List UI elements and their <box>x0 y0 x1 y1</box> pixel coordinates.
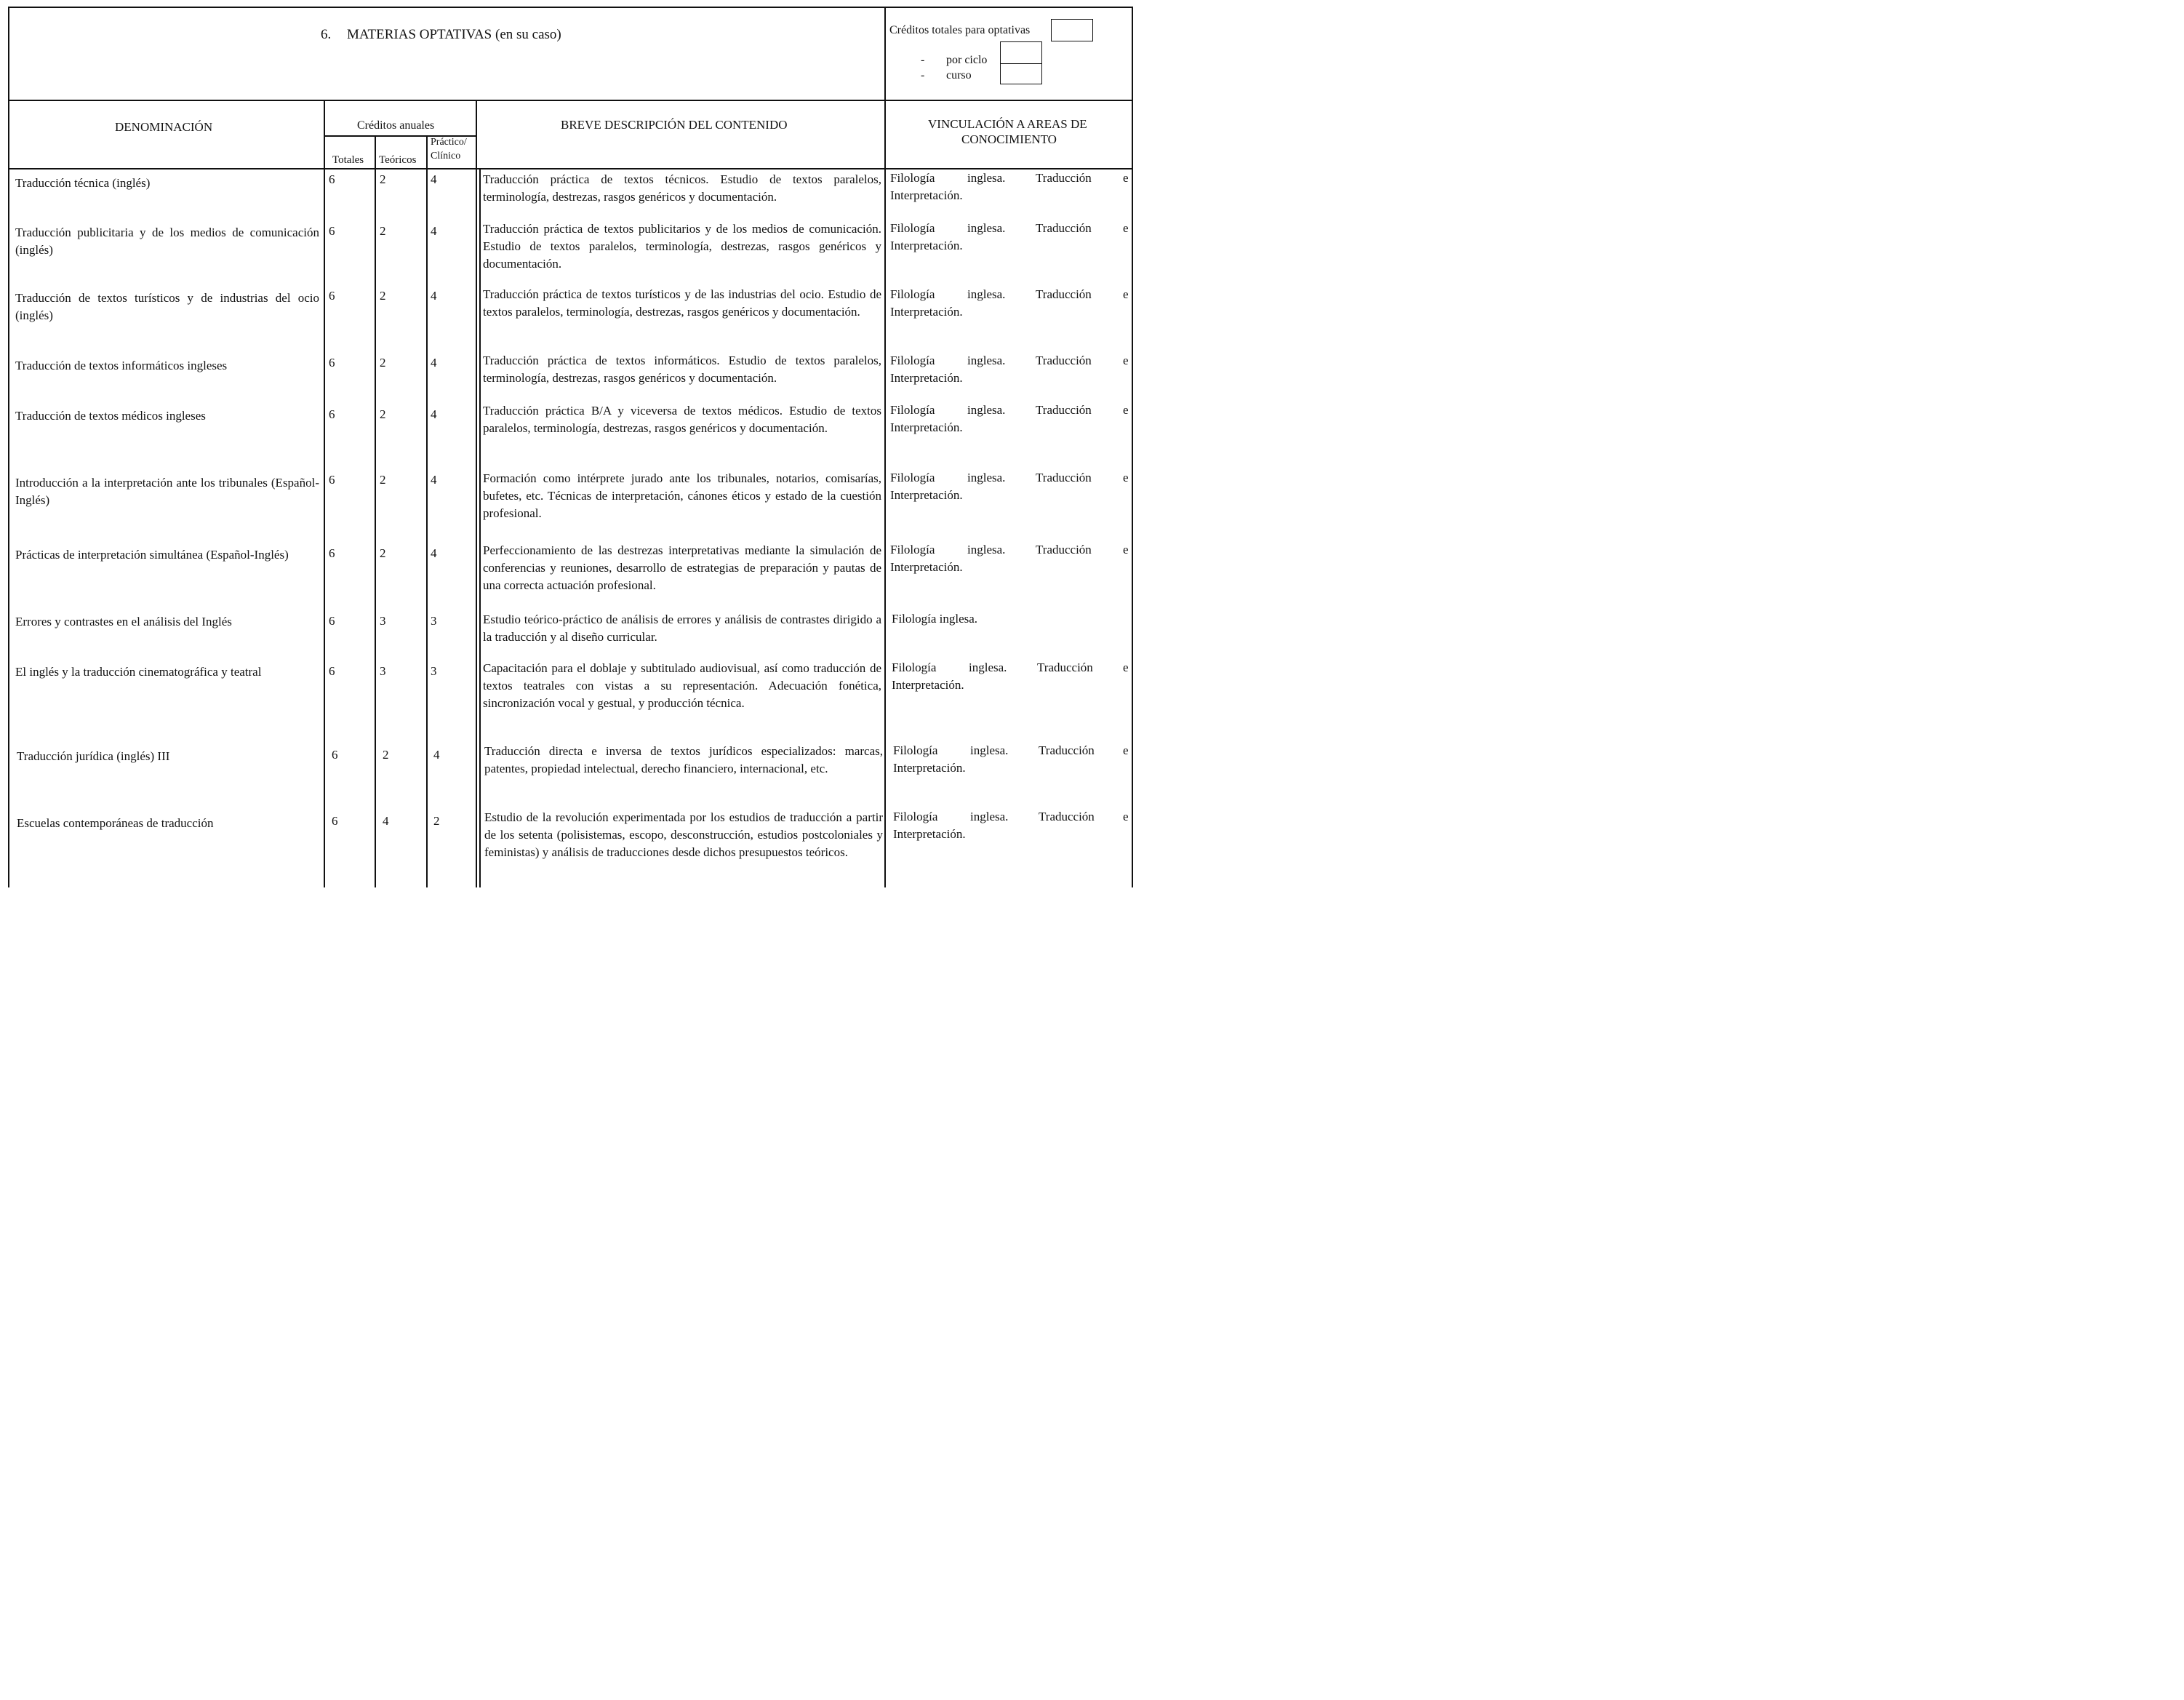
section-number: 6. <box>321 27 332 42</box>
row-description: Traducción práctica de textos turísticos y de las industrias del ocio. Estudio de textos paralelos, terminología, destrezas, rasgos genéricos y documentación. <box>483 287 881 319</box>
row-description: Traducción directa e inversa de textos jurídicos especializados: marcas, patentes, propiedad intelectual, derecho financiero, internacional, etc. <box>484 744 883 775</box>
row-description: Perfeccionamiento de las destrezas interpretativas mediante la simulación de conferencias y reuniones, desarrollo de estrategias de preparación y pautas de una correcta actuación profesional. <box>483 543 881 592</box>
row-practico: 4 <box>431 172 437 186</box>
row-name: El inglés y la traducción cinematográfica y teatral <box>15 665 262 679</box>
col-header-creditos-anuales: Créditos anuales <box>357 119 435 132</box>
row-area <box>890 286 1130 321</box>
row-totales: 6 <box>329 356 335 370</box>
row-name: Traducción de textos médicos ingleses <box>15 409 206 423</box>
row-description: Formación como intérprete jurado ante los tribunales, notarios, comisarías, bufetes, etc. Técnicas de interpretación, cánones éticos y estado de la cuestión profesional. <box>483 471 881 520</box>
row-area <box>890 220 1130 255</box>
row-practico: 4 <box>431 289 437 303</box>
area-w4: e <box>1123 661 1129 674</box>
area-w1: Filología <box>890 543 935 556</box>
row-description: Traducción práctica de textos publicitarios y de los medios de comunicación. Estudio de textos paralelos, terminología, destrezas, rasgos genéricos y documentación. <box>483 222 881 271</box>
row-totales: 6 <box>329 473 335 487</box>
row-practico: 3 <box>431 664 437 678</box>
area-w1: Filología <box>893 743 938 757</box>
col-header-descripcion: BREVE DESCRIPCIÓN DEL CONTENIDO <box>561 118 788 132</box>
col-header-clinico: Clínico <box>431 151 461 161</box>
curso-label: curso <box>946 69 972 81</box>
row-name: Traducción jurídica (inglés) III <box>17 749 170 763</box>
row-practico: 2 <box>433 814 440 828</box>
area-w4: e <box>1123 171 1129 185</box>
row-name: Errores y contrastes en el análisis del Inglés <box>15 615 232 628</box>
row-name: Traducción de textos turísticos y de industrias del ocio (inglés) <box>15 291 319 322</box>
row-name: Traducción publicitaria y de los medios de comunicación (inglés) <box>15 226 319 257</box>
area-line2: Interpretación. <box>890 188 963 202</box>
outer-left <box>8 7 9 887</box>
area-w3: Traducción <box>1036 403 1092 417</box>
area-w4: e <box>1123 403 1129 417</box>
area-w3: Traducción <box>1037 661 1093 674</box>
row-description: Traducción práctica B/A y viceversa de textos médicos. Estudio de textos paralelos, terminología, destrezas, rasgos genéricos y documentación. <box>483 404 881 435</box>
row-practico: 4 <box>431 407 437 421</box>
por-ciclo-box[interactable] <box>1000 41 1042 64</box>
row-teoricos: 2 <box>380 473 386 487</box>
area-line2: Interpretación. <box>890 305 963 319</box>
col-sep-descripcion-inner <box>479 168 481 887</box>
row-teoricos: 2 <box>380 356 386 370</box>
credits-total-box[interactable] <box>1051 19 1093 41</box>
row-practico: 4 <box>431 356 437 370</box>
area-w3: Traducción <box>1036 287 1092 301</box>
row-description: Traducción práctica de textos informáticos. Estudio de textos paralelos, terminología, destrezas, rasgos genéricos y documentación. <box>483 354 881 385</box>
row-area <box>890 402 1130 436</box>
outer-right <box>1132 7 1133 887</box>
row-teoricos: 2 <box>380 224 386 238</box>
area-w2: inglesa. <box>967 221 1006 235</box>
area-w3: Traducción <box>1036 221 1092 235</box>
row-practico: 4 <box>433 748 440 762</box>
row-teoricos: 2 <box>380 546 386 560</box>
col-header-denominacion: DENOMINACIÓN <box>115 120 213 134</box>
area-w3: Traducción <box>1036 171 1092 185</box>
col-header-practico: Práctico/ <box>431 137 467 148</box>
area-w1: Filología <box>890 171 935 185</box>
area-w4: e <box>1123 810 1129 823</box>
row-description: Estudio teórico-práctico de análisis de errores y análisis de contrastes dirigido a la traducción y al diseño curricular. <box>483 612 881 644</box>
area-w2: inglesa. <box>970 743 1009 757</box>
section-title: MATERIAS OPTATIVAS (en su caso) <box>347 27 561 42</box>
area-w1: Filología <box>890 287 935 301</box>
dash-curso: - <box>921 69 925 81</box>
area-w4: e <box>1123 743 1129 757</box>
area-w2: inglesa. <box>967 287 1006 301</box>
row-name: Traducción de textos informáticos ingleses <box>15 359 228 372</box>
area-w2: inglesa. <box>967 543 1006 556</box>
row-name: Traducción técnica (inglés) <box>15 176 151 190</box>
area-w2: inglesa. <box>967 171 1006 185</box>
area-line2: Interpretación. <box>893 761 966 775</box>
row-teoricos: 2 <box>380 172 386 186</box>
row-totales: 6 <box>332 814 338 828</box>
col-header-vinculacion: VINCULACIÓN A AREAS DE <box>928 117 1087 131</box>
row-teoricos: 3 <box>380 614 386 628</box>
row-teoricos: 3 <box>380 664 386 678</box>
row-description: Traducción práctica de textos técnicos. Estudio de textos paralelos, terminología, destrezas, rasgos genéricos y documentación. <box>483 172 881 204</box>
area-w2: inglesa. <box>967 403 1006 417</box>
col-header-teoricos: Teóricos <box>379 154 417 166</box>
row-totales: 6 <box>329 614 335 628</box>
area-w4: e <box>1123 287 1129 301</box>
row-area <box>893 808 1130 843</box>
area-w1: Filología <box>892 661 937 674</box>
col-sep-teoricos <box>426 135 428 887</box>
area-w1: Filología <box>893 810 938 823</box>
row-teoricos: 2 <box>380 407 386 421</box>
area-line2: Interpretación. <box>890 488 963 502</box>
row-area <box>890 169 1130 204</box>
col-sep-practico <box>476 100 477 887</box>
row-area-single: Filología inglesa. <box>892 612 978 626</box>
row-teoricos: 2 <box>380 289 386 303</box>
row-teoricos: 2 <box>383 748 389 762</box>
row-totales: 6 <box>329 224 335 238</box>
row-name: Escuelas contemporáneas de traducción <box>17 816 214 830</box>
col-header-totales: Totales <box>332 154 364 166</box>
area-line2: Interpretación. <box>890 371 963 385</box>
row-totales: 6 <box>329 546 335 560</box>
area-w2: inglesa. <box>970 810 1009 823</box>
row-totales: 6 <box>329 407 335 421</box>
outer-top <box>8 7 1133 8</box>
area-w1: Filología <box>890 403 935 417</box>
row-name: Prácticas de interpretación simultánea (Español-Inglés) <box>15 548 289 562</box>
area-w1: Filología <box>890 471 935 484</box>
area-w3: Traducción <box>1039 743 1095 757</box>
row-practico: 4 <box>431 546 437 560</box>
row-area <box>893 742 1130 777</box>
row-practico: 4 <box>431 473 437 487</box>
row-totales: 6 <box>329 664 335 678</box>
area-line2: Interpretación. <box>893 827 966 841</box>
area-w1: Filología <box>890 354 935 367</box>
row-area <box>890 469 1130 504</box>
row-totales: 6 <box>329 172 335 186</box>
row-area <box>890 352 1130 387</box>
area-w2: inglesa. <box>967 471 1006 484</box>
area-line2: Interpretación. <box>890 239 963 252</box>
area-w3: Traducción <box>1036 471 1092 484</box>
area-w4: e <box>1123 221 1129 235</box>
area-w4: e <box>1123 354 1129 367</box>
area-w3: Traducción <box>1036 543 1092 556</box>
area-w2: inglesa. <box>969 661 1007 674</box>
area-line2: Interpretación. <box>890 420 963 434</box>
area-w2: inglesa. <box>967 354 1006 367</box>
area-w4: e <box>1123 471 1129 484</box>
row-teoricos: 4 <box>383 814 389 828</box>
area-w3: Traducción <box>1036 354 1092 367</box>
col-sep-totales <box>375 135 376 887</box>
credits-total-label: Créditos totales para optativas <box>889 24 1031 36</box>
row-totales: 6 <box>332 748 338 762</box>
row-practico: 3 <box>431 614 437 628</box>
row-totales: 6 <box>329 289 335 303</box>
area-w4: e <box>1123 543 1129 556</box>
area-w1: Filología <box>890 221 935 235</box>
col-sep-vinculacion <box>884 7 886 887</box>
area-w3: Traducción <box>1039 810 1095 823</box>
area-line2: Interpretación. <box>890 560 963 574</box>
header-divider <box>8 100 1133 101</box>
col-sep-denominacion <box>324 100 325 887</box>
area-line2: Interpretación. <box>892 678 964 692</box>
row-area <box>892 659 1130 694</box>
dash-por-ciclo: - <box>921 54 925 66</box>
row-description: Estudio de la revolución experimentada por los estudios de traducción a partir de los setenta (polisistemas, escopo, desconstrucción, estudios postcoloniales y feministas) y análisis de traducciones desde dichos presupuestos teóricos. <box>484 810 883 859</box>
por-ciclo-label: por ciclo <box>946 54 988 66</box>
col-header-conocimiento: CONOCIMIENTO <box>961 132 1057 146</box>
row-name: Introducción a la interpretación ante los tribunales (Español-Inglés) <box>15 476 319 507</box>
row-practico: 4 <box>431 224 437 238</box>
row-description: Capacitación para el doblaje y subtitulado audiovisual, así como traducción de textos teatrales con vistas a su representación. Adecuación fonética, sincronización vocal y gestual, y producción técnica. <box>483 661 881 710</box>
curso-box[interactable] <box>1000 63 1042 84</box>
row-area <box>890 541 1130 576</box>
